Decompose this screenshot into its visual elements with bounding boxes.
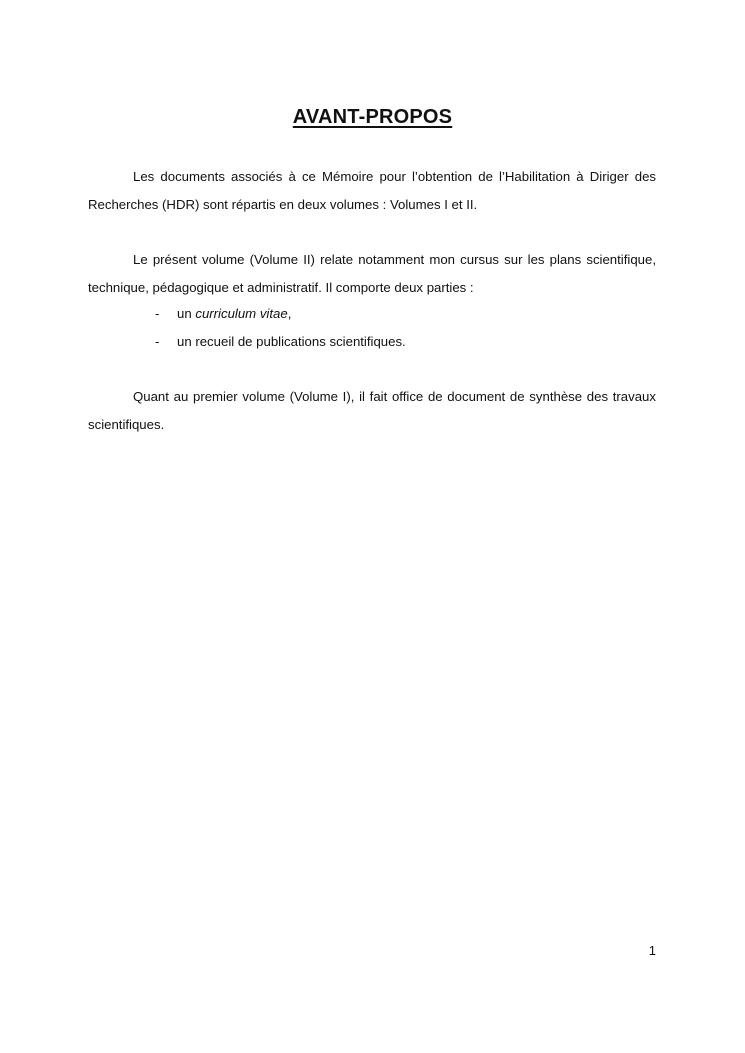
list-item-text: un recueil de publications scientifiques. bbox=[177, 334, 406, 349]
paragraph-first-volume: Quant au premier volume (Volume I), il fait office de document de synthèse des travaux scientifiques. bbox=[88, 389, 656, 432]
parts-list bbox=[155, 300, 406, 356]
page-title: AVANT-PROPOS bbox=[292, 106, 453, 128]
list-item bbox=[155, 300, 406, 328]
page-number: 1 bbox=[648, 943, 656, 958]
paragraph-present-volume: Le présent volume (Volume II) relate notamment mon cursus sur les plans scientifique, technique, pédagogique et administratif. Il comporte deux parties : bbox=[88, 252, 656, 295]
list-item-suffix: , bbox=[287, 306, 292, 321]
list-item-italic: curriculum vitae bbox=[195, 306, 288, 321]
list-item bbox=[155, 328, 406, 356]
list-dash: - bbox=[155, 334, 160, 349]
paragraph-volumes: Les documents associés à ce Mémoire pour l’obtention de l’Habilitation à Diriger des Recherches (HDR) sont répartis en deux volumes : Volumes I et II. bbox=[88, 169, 656, 212]
list-dash: - bbox=[155, 306, 160, 321]
list-item-prefix: un bbox=[177, 306, 196, 321]
